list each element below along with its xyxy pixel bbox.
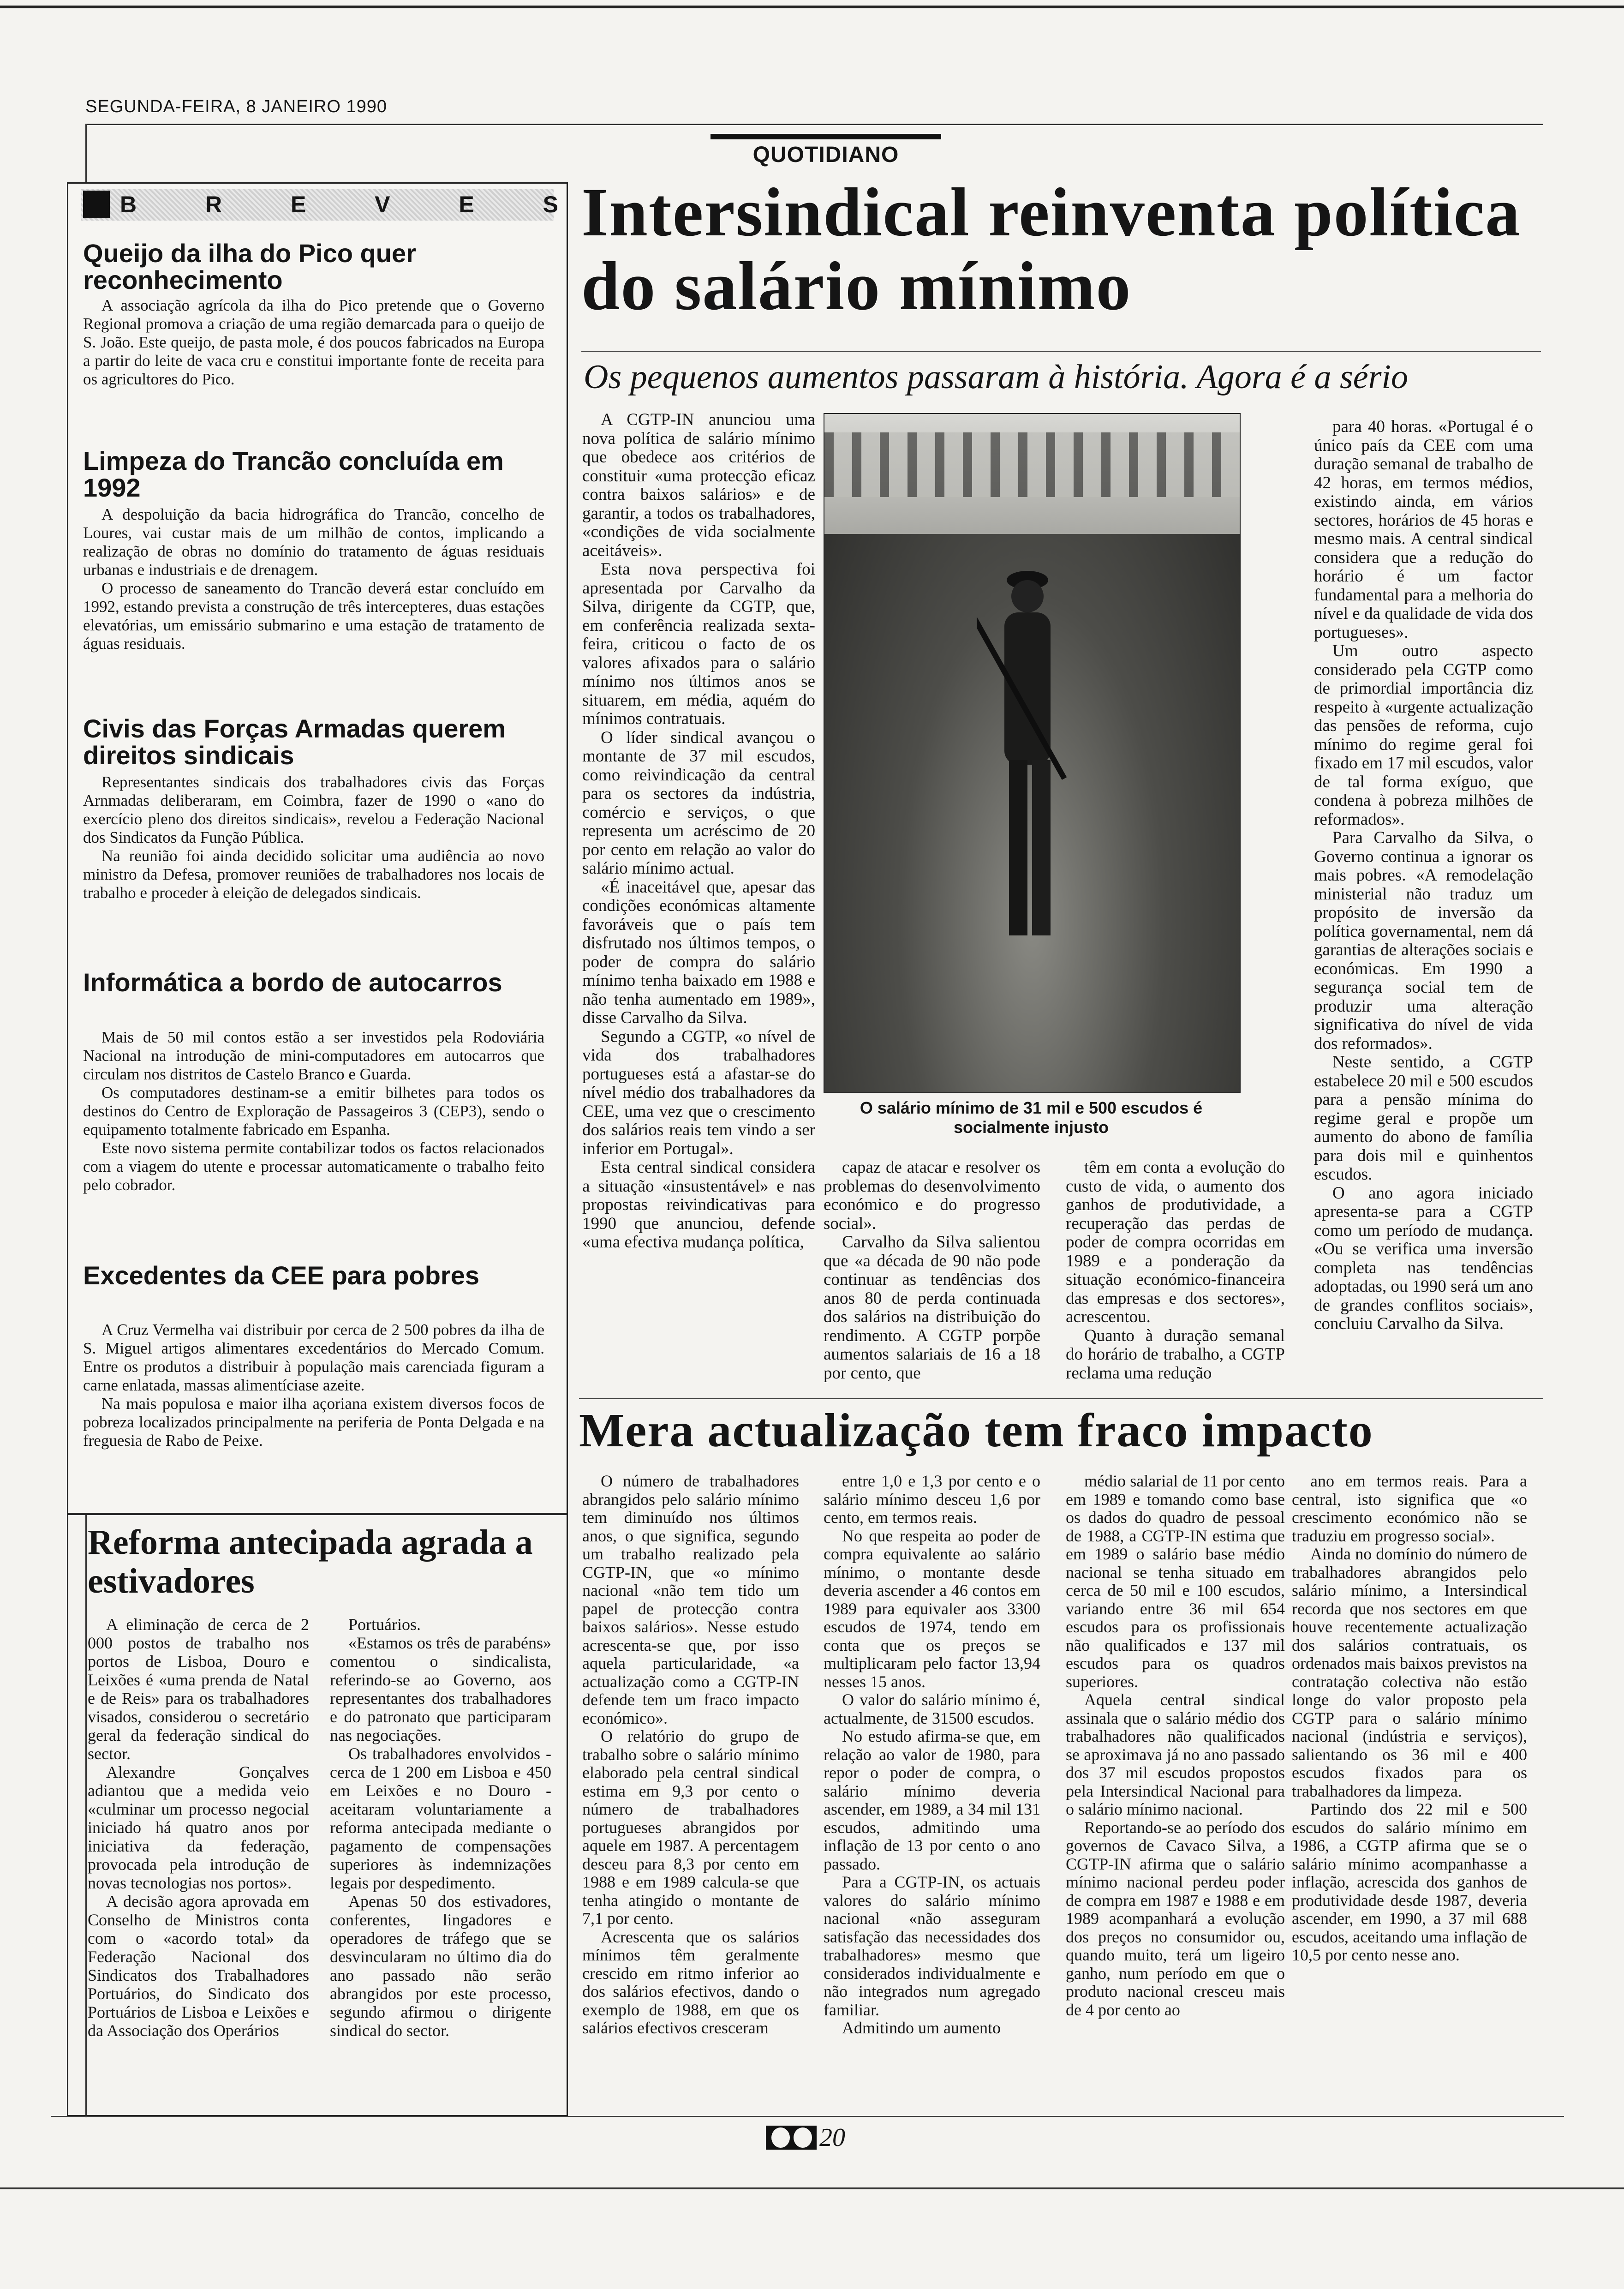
frame-top-rule — [85, 124, 1543, 125]
paragraph: Para a CGTP-IN, os actuais valores do salário mínimo nacional «não asseguram satisfação das necessidades dos trabalhadores» mesmo que considerados individualmente e não integrados num agregado familiar. — [824, 1873, 1040, 2019]
reforma-col-2 — [330, 1615, 551, 2040]
main-col-1 — [582, 411, 815, 1252]
paragraph: A associação agrícola da ilha do Pico pretende que o Governo Regional promova a criação de uma região demarcada para o queijo de S. João. Este queijo, de pasta mole, é dos poucos fabricados na Europa a partir do leite de vaca cru e constitui importante fonte de receita para os agricultores do Pico. — [83, 296, 544, 388]
paragraph: Mais de 50 mil contos estão a ser investidos pela Rodoviária Nacional na introdução de mini-computadores em autocarros que circulam nos distritos de Castelo Branco e Guarda. — [83, 1028, 544, 1083]
breve-body — [83, 505, 544, 653]
paragraph: Alexandre Gonçalves adiantou que a medida veio «culminar um processo negocial iniciado há quatro anos por iniciativa da federação, provocada pela introdução de novas tecnologias nos portos». — [88, 1763, 309, 1892]
paragraph: Segundo a CGTP, «o nível de vida dos trabalhadores portugueses está a afastar-se do nível médio dos trabalhadores da CEE, uma vez que o crescimento dos salários reais tem vindo a ser inferior em Portugal». — [582, 1027, 815, 1158]
breve-body — [83, 1028, 544, 1194]
breves-letter: B — [120, 192, 137, 217]
newspaper-logo-icon — [766, 2126, 817, 2150]
second-col-1 — [582, 1472, 799, 2037]
main-col-2 — [824, 1158, 1040, 1383]
issue-date: SEGUNDA-FEIRA, 8 JANEIRO 1990 — [85, 97, 388, 116]
second-headline: Mera actualização tem fraco impacto — [579, 1404, 1373, 1457]
paragraph: Os trabalhadores envolvidos - cerca de 1 200 em Lisboa e 450 em Leixões e no Douro - aceitaram voluntariamente a reforma antecipada mediante o pagamento de compensações superiores às indemnizações legais por despedimento. — [330, 1744, 551, 1892]
paragraph: Acrescenta que os salários mínimos têm geralmente crescido em ritmo inferior ao dos salários efectivos, dando o exemplo de 1988, em que os salários efectivos cresceram — [582, 1927, 799, 2037]
paragraph: Carvalho da Silva salientou que «a década de 90 não pode continuar as tendências dos anos 80 de perda continuada dos salários na distribuição do rendimento. A CGTP porpõe aumentos salariais de 16 a 18 por cento, que — [824, 1233, 1040, 1383]
paragraph: No estudo afirma-se que, em relação ao valor de 1980, para repor o poder de compra, o salário mínimo deveria ascender, em 1989, a 34 mil 131 escudos, admitindo uma inflação de 13 por cento o ano passado. — [824, 1727, 1040, 1873]
paragraph: ano em termos reais. Para a central, isto significa que «o crescimento económico não se traduziu em progresso social». — [1292, 1472, 1527, 1545]
paragraph: A decisão agora aprovada em Conselho de Ministros conta com o «acordo total» da Federação Nacional dos Sindicatos dos Trabalhadores Portuários, do Sindicato dos Portuários de Lisboa e Leixões e da Associação dos Operários — [88, 1892, 309, 2040]
paragraph: Esta central sindical considera a situação «insustentável» e nas propostas reivindicativas para 1990 que anunciou, defende «uma efectiva mudança política, — [582, 1158, 815, 1252]
paragraph: Representantes sindicais dos trabalhadores civis das Forças Arnmadas deliberaram, em Coimbra, fazer de 1990 o «ano do exercício pleno dos direitos sindicais», revelou a Federação Nacional dos Sindicatos da Função Pública. — [83, 773, 544, 846]
second-col-4 — [1292, 1472, 1527, 1965]
paragraph: A despoluição da bacia hidrográfica do Trancão, concelho de Loures, vai custar mais de um milhão de contos, implicando a realização de obras no domínio do tratamento de águas residuais urbanas e industriais e de drenagem. — [83, 505, 544, 579]
paragraph: A eliminação de cerca de 2 000 postos de trabalho nos portos de Lisboa, Douro e Leixões é «uma prenda de Natal e de Reis» para os trabalhadores visados, considerou o secretário geral da federação sindical do sector. — [88, 1615, 309, 1763]
paragraph: O líder sindical avançou o montante de 37 mil escudos, como reivindicação da central para os sectores da indústria, comércio e serviços, o que representa um acréscimo de 20 por cento em relação ao valor do salário mínimo actual. — [582, 728, 815, 878]
second-rule — [579, 1398, 1543, 1399]
breve-body — [83, 296, 544, 389]
reforma-headline: Reforma antecipada agrada a estivadores — [88, 1523, 533, 1600]
reforma-col-1 — [88, 1615, 309, 2040]
paragraph: Admitindo um aumento — [842, 2019, 1001, 2037]
paragraph: Neste sentido, a CGTP estabelece 20 mil e 500 escudos para a pensão mínima do regime geral e propõe um aumento do abono de família para dois mil e quinhentos escudos. — [1314, 1053, 1533, 1184]
breve-title: Queijo da ilha do Pico quer reconhecimento — [83, 239, 416, 294]
photo-caption: O salário mínimo de 31 mil e 500 escudos é socialmente injusto — [860, 1098, 1203, 1137]
breves-letter: R — [205, 192, 222, 217]
section-label: QUOTIDIANO — [710, 134, 941, 168]
paragraph: Aquela central sindical assinala que o salário médio dos trabalhadores não qualificados se aproximava já no ano passado dos 37 mil escudos propostos pela Intersindical Nacional para o salário mínimo nacional. — [1066, 1690, 1285, 1818]
paragraph: O ano agora iniciado apresenta-se para a CGTP como um período de mudança. «Ou se verifica uma inversão completa nas tendências adoptadas, ou 1990 será um ano de grandes conflitos sociais», concluiu Carvalho da Silva. — [1314, 1183, 1533, 1333]
breve-title: Informática a bordo de autocarros — [83, 968, 502, 997]
paragraph: O relatório do grupo de trabalho sobre o salário mínimo elaborado pela central sindical estima em 9,3 por cento o número de trabalhadores portugueses abrangidos por aquele em 1987. A percentagem desceu para 8,3 por cento em 1988 e em 1989 calcula-se que tenha atingido o montante de 7,1 por cento. — [582, 1727, 799, 1928]
breves-square-icon — [83, 191, 110, 218]
headline-rule — [581, 351, 1541, 352]
breves-letter: V — [375, 192, 390, 217]
paragraph: entre 1,0 e 1,3 por cento e o salário mínimo desceu 1,6 por cento, em termos reais. — [824, 1472, 1040, 1527]
bottom-rule — [0, 2187, 1624, 2189]
paragraph: Partindo dos 22 mil e 500 escudos do salário mínimo em 1986, a CGTP afirma que se o salário mínimo acompanhasse a inflação, acrescida dos ganhos de produtividade desde 1987, deveria ascender, em 1990, a 37 mil 688 escudos, aceitando uma inflação de 10,5 por cento nesse ano. — [1292, 1800, 1527, 1964]
main-col-3 — [1066, 1158, 1285, 1383]
page-number — [766, 2123, 845, 2152]
worker-photo — [824, 413, 1241, 1093]
paragraph: No que respeita ao poder de compra equivalente ao salário mínimo, o montante desde deveria ascender a 46 contos em 1989 para equivaler aos 3300 escudos de 1974, tendo em conta que os preços se multiplicaram pelo factor 13,94 nesses 15 anos. — [824, 1526, 1040, 1691]
breves-letter: S — [543, 192, 558, 217]
breve-title: Limpeza do Trancão concluída em 1992 — [83, 446, 504, 502]
paragraph: Esta nova perspectiva foi apresentada por Carvalho da Silva, dirigente da CGTP, que, em conferência realizada sexta-feira, criticou o facto de os valores afixados para o salário mínimo nos últimos anos se situarem, em média, aquém do mínimos contratuais. — [582, 560, 815, 728]
paragraph: Reportando-se ao período dos governos de Cavaco Silva, a CGTP-IN afirma que o salário mínimo nacional perdeu poder de compra em 1987 e 1988 e em 1989 acompanhará a evolução dos preços no consumidor ou, quando muito, terá um ligeiro ganho, num período em que o produto nacional cresceu mais de 4 por cento ao — [1066, 1818, 1285, 2019]
second-col-3 — [1066, 1472, 1285, 2019]
footer-rule — [51, 2116, 1564, 2117]
paragraph: para 40 horas. «Portugal é o único país da CEE com uma duração semanal de trabalho de 42 horas, em termos médios, existindo ainda, em vários sectores, horários de 45 horas e mesmo mais. A central sindical considera que a redução do horário é um factor fundamental para a melhoria do nível e da qualidade de vida dos portugueses». — [1314, 417, 1533, 642]
top-rule — [0, 6, 1624, 8]
paragraph: Este novo sistema permite contabilizar todos os factos relacionados com a viagem do utente e processar automaticamente o trabalho feito pelo cobrador. — [83, 1139, 544, 1194]
paragraph: têm em conta a evolução do custo de vida, o aumento dos ganhos de produtividade, a recuperação das perdas de poder de compra ocorridas em 1989 e a ponderação da situação económico-financeira das empresas e dos sectores», acrescentou. — [1066, 1158, 1285, 1326]
paragraph: Ainda no domínio do número de trabalhadores abrangidos pelo salário mínimo, a Intersindical recorda que nos sectores em que houve recentemente actualização dos salários contratuais, os ordenados mais baixos previstos na contratação colectiva não estão longe do valor proposto pela CGTP para o salário mínimo nacional (indústria e serviços), salientando os 36 mil e 400 escudos fixados para os trabalhadores da limpeza. — [1292, 1545, 1527, 1800]
paragraph: Na reunião foi ainda decidido solicitar uma audiência ao novo ministro da Defesa, promover reuniões de trabalhadores nos locais de trabalho e proceder à eleição de delegados sindicais. — [83, 847, 544, 902]
paragraph: O número de trabalhadores abrangidos pelo salário mínimo tem diminuído nos últimos anos, o que significa, segundo um trabalho realizado pela CGTP-IN, que «o mínimo nacional «não tem tido um papel de protecção contra baixos salários». Nesse estudo acrescenta-se que, por isso aquela particularidade, «a actualização como a CGTP-IN defende tem um fraco impacto económico». — [582, 1472, 799, 1727]
paragraph: O processo de saneamento do Trancão deverá estar concluído em 1992, estando prevista a construção de três intercepteres, duas estações elevatórias, um emissário submarino e uma estação de tratamento de águas residuais. — [83, 579, 544, 653]
main-subhead: Os pequenos aumentos passaram à história. Agora é a sério — [584, 358, 1408, 396]
breves-letter: E — [290, 192, 306, 217]
paragraph: capaz de atacar e resolver os problemas do desenvolvimento económico e do progresso social». — [824, 1158, 1040, 1233]
breve-body — [83, 1321, 544, 1450]
main-col-4 — [1314, 418, 1533, 1334]
breves-letter: E — [459, 192, 474, 217]
paragraph: Um outro aspecto considerado pela CGTP como de primordial importância diz respeito à «urgente actualização das pensões de reforma, cujo mínimo do regime geral foi fixado em 17 mil escudos, valor de tal forma exíguo, que condena à pobreza milhões de reformados». — [1314, 641, 1533, 829]
breve-title: Excedentes da CEE para pobres — [83, 1261, 480, 1290]
paragraph: médio salarial de 11 por cento em 1989 e tomando como base os dados do quadro de pessoal de 1988, a CGTP-IN estima que em 1989 o salário base médio nacional se tenha situado em cerca de 50 mil e 100 escudos, variando entre 36 mil 654 escudos para os profissionais não qualificados e 137 mil escudos para os quadros superiores. — [1066, 1472, 1285, 1691]
paragraph: Os computadores destinam-se a emitir bilhetes para todos os destinos do Centro de Exploração de Passageiros 3 (CEP3), sendo o equipamento totalmente fabricado em Espanha. — [83, 1084, 544, 1139]
main-headline: Intersindical reinventa política do salário mínimo — [581, 174, 1521, 324]
paragraph: Para Carvalho da Silva, o Governo continua a ignorar os mais pobres. «A remodelação ministerial não traduz um propósito de inversão da política governamental, nem dá garantias de alterações sociais e económicas. Em 1990 a segurança social tem de produzir uma alteração significativa do nível de vida dos reformados». — [1314, 828, 1533, 1053]
paragraph: A Cruz Vermelha vai distribuir por cerca de 2 500 pobres da ilha de S. Miguel artigos alimentares excedentários do Mercado Comum. Entre os produtos a distribuir à população mais carenciada figuram a carne enlatada, massas alimentíciase azeite. — [83, 1321, 544, 1394]
paragraph: O valor do salário mínimo é, actualmente, de 31500 escudos. — [824, 1690, 1040, 1727]
paragraph: A CGTP-IN anunciou uma nova política de salário mínimo que obedece aos critérios de constituir «uma protecção eficaz contra baixos salários» e de garantir, a todos os trabalhadores, «condições de vida socialmente aceitáveis». — [582, 410, 815, 560]
breves-letters — [120, 191, 558, 218]
second-col-2 — [824, 1472, 1040, 2037]
page-number-text: 20 — [819, 2123, 845, 2152]
paragraph: «É inaceitável que, apesar das condições económicas altamente favoráveis que o país tem disfrutado nos últimos tempos, o poder de compra do salário mínimo tenha baixado em 1988 e não tenha aumentado em 1989», disse Carvalho da Silva. — [582, 877, 815, 1027]
paragraph: Quanto à duração semanal do horário de trabalho, a CGTP reclama uma redução — [1066, 1326, 1285, 1383]
breve-body — [83, 773, 544, 902]
breve-title: Civis das Forças Armadas querem direitos sindicais — [83, 714, 506, 770]
paragraph: Portuários. — [348, 1615, 421, 1634]
worker-figure-icon — [977, 562, 1069, 977]
paragraph: Na mais populosa e maior ilha açoriana existem diversos focos de pobreza localizados principalmente na periferia de Ponta Delgada e na freguesia de Rabo de Peixe. — [83, 1395, 544, 1450]
paragraph: Apenas 50 dos estivadores, conferentes, lingadores e operadores de tráfego que se desvincularam no último dia do ano passado não serão abrangidos por este processo, segundo afirmou o dirigente sindical do sector. — [330, 1892, 551, 2040]
paragraph: «Estamos os três de parabéns» comentou o sindicalista, referindo-se ao Governo, aos representantes dos trabalhadores e do patronato que participaram nas negociações. — [330, 1634, 551, 1744]
